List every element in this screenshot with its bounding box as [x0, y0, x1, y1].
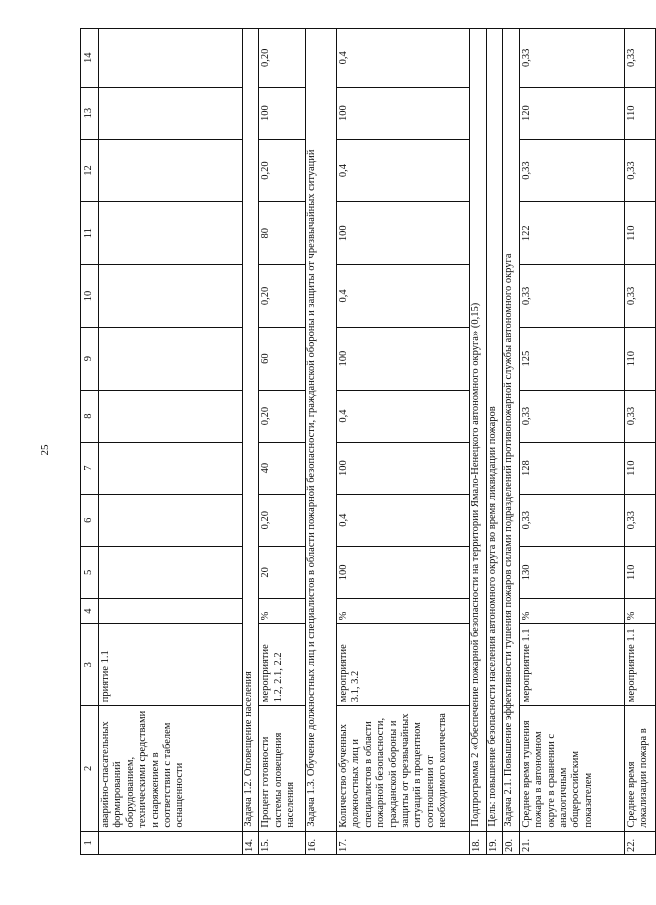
value-cell: 110	[624, 202, 655, 265]
indicator-name: Среднее время локализации пожара в	[624, 706, 655, 831]
value-cell: 125	[519, 327, 624, 390]
value-cell: 0,4	[337, 494, 470, 546]
empty-cell	[99, 29, 243, 88]
section-title: Задача 1.3. Обучение должностных лиц и специалистов в области пожарной безопасности, гражданской обороны и защиты от чрезвычайных ситуаций	[305, 29, 336, 832]
value-cell: 100	[337, 546, 470, 598]
value-cell: 0,4	[337, 265, 470, 328]
value-cell: 40	[259, 442, 305, 494]
section-row	[305, 29, 336, 855]
indicator-name: Среднее время тушения пожара в автономном округе в сравнении с аналогичным общероссийским показателем	[519, 706, 624, 831]
table-row	[519, 29, 624, 855]
value-cell: 110	[624, 546, 655, 598]
value-cell: 0,20	[259, 139, 305, 202]
value-cell: 60	[259, 327, 305, 390]
section-row	[503, 29, 520, 855]
value-cell: 100	[337, 442, 470, 494]
empty-cell	[99, 265, 243, 328]
indicator-unit: %	[259, 598, 305, 624]
row-number: 14.	[242, 831, 259, 854]
header-cell: 10	[81, 265, 99, 328]
section-row	[469, 29, 486, 855]
value-cell: 0,33	[519, 139, 624, 202]
value-cell: 0,33	[519, 29, 624, 88]
indicator-measure: мероприятие 3.1, 3.2	[337, 624, 470, 706]
header-cell: 11	[81, 202, 99, 265]
value-cell: 100	[259, 87, 305, 139]
table-row-continuation	[99, 29, 243, 855]
section-title: Подпрограмма 2 «Обеспечение пожарной безопасности на территории Ямало-Ненецкого автономного округа» (0,15)	[469, 29, 486, 832]
value-cell: 0,33	[624, 494, 655, 546]
header-cell: 1	[81, 831, 99, 854]
empty-cell	[99, 139, 243, 202]
table-row	[337, 29, 470, 855]
indicator-measure: мероприятие 1.2, 2.1, 2.2	[259, 624, 305, 706]
value-cell: 122	[519, 202, 624, 265]
value-cell: 0,20	[259, 494, 305, 546]
row-number: 19.	[486, 831, 503, 854]
table-row	[259, 29, 305, 855]
value-cell: 0,33	[519, 494, 624, 546]
value-cell: 20	[259, 546, 305, 598]
page-number: 25	[39, 444, 51, 456]
row-number: 21.	[519, 831, 624, 854]
empty-cell	[99, 87, 243, 139]
row-number: 18.	[469, 831, 486, 854]
value-cell: 0,4	[337, 139, 470, 202]
empty-cell	[99, 494, 243, 546]
indicator-measure: мероприятие 1.1	[519, 624, 624, 706]
value-cell: 110	[624, 87, 655, 139]
indicator-measure: мероприятие 1.1	[624, 624, 655, 706]
header-cell: 3	[81, 624, 99, 706]
value-cell: 0,20	[259, 29, 305, 88]
indicator-unit: %	[519, 598, 624, 624]
row-number: 15.	[259, 831, 305, 854]
header-cell: 5	[81, 546, 99, 598]
row-number: 16.	[305, 831, 336, 854]
section-title: Задача 1.2. Оповещение населения	[242, 29, 259, 832]
header-cell: 9	[81, 327, 99, 390]
value-cell: 128	[519, 442, 624, 494]
indicators-table	[80, 28, 656, 855]
value-cell: 100	[337, 327, 470, 390]
empty-cell	[99, 442, 243, 494]
value-cell: 0,4	[337, 390, 470, 442]
header-cell: 12	[81, 139, 99, 202]
indicator-name: Процент готовности системы оповещения населения	[259, 706, 305, 831]
empty-cell	[99, 598, 243, 624]
header-cell: 14	[81, 29, 99, 88]
value-cell: 120	[519, 87, 624, 139]
section-title: Задача 2.1. Повышение эффективности тушения пожаров силами подразделений противопожарной службы автономного округа	[503, 29, 520, 832]
row-number: 17.	[337, 831, 470, 854]
value-cell: 0,4	[337, 29, 470, 88]
section-row	[486, 29, 503, 855]
section-row	[242, 29, 259, 855]
indicator-unit: %	[337, 598, 470, 624]
section-title: Цель: повышение безопасности населения автономного округа во время ликвидации пожаров	[486, 29, 503, 832]
indicator-name: Количество обученных должностных лиц и специалистов в области пожарной безопасности, гражданской обороны и защиты от чрезвычайных ситуаций в процентном соотношении от необходимого количества	[337, 706, 470, 831]
value-cell: 110	[624, 327, 655, 390]
header-cell: 4	[81, 598, 99, 624]
value-cell: 80	[259, 202, 305, 265]
header-cell: 7	[81, 442, 99, 494]
indicator-unit: %	[624, 598, 655, 624]
value-cell: 100	[337, 202, 470, 265]
value-cell: 0,33	[624, 29, 655, 88]
header-row	[81, 29, 99, 855]
value-cell: 0,33	[624, 390, 655, 442]
indicator-name: аварийно-спасательных формирований оборудованием, техническими средствами и снаряжением в соответствии с табелем оснащенности	[99, 706, 243, 831]
row-number: 22.	[624, 831, 655, 854]
header-cell: 8	[81, 390, 99, 442]
empty-cell	[99, 202, 243, 265]
value-cell: 0,33	[519, 390, 624, 442]
value-cell: 0,20	[259, 390, 305, 442]
header-cell: 2	[81, 706, 99, 831]
value-cell: 0,33	[519, 265, 624, 328]
empty-cell	[99, 546, 243, 598]
value-cell: 0,33	[624, 139, 655, 202]
table-row	[624, 29, 655, 855]
empty-cell	[99, 390, 243, 442]
header-cell: 13	[81, 87, 99, 139]
value-cell: 0,33	[624, 265, 655, 328]
row-number: 20.	[503, 831, 520, 854]
header-cell: 6	[81, 494, 99, 546]
row-number	[99, 831, 243, 854]
value-cell: 130	[519, 546, 624, 598]
value-cell: 110	[624, 442, 655, 494]
rotated-table-container	[80, 28, 656, 855]
value-cell: 100	[337, 87, 470, 139]
indicator-measure: приятие 1.1	[99, 624, 243, 706]
empty-cell	[99, 327, 243, 390]
value-cell: 0,20	[259, 265, 305, 328]
